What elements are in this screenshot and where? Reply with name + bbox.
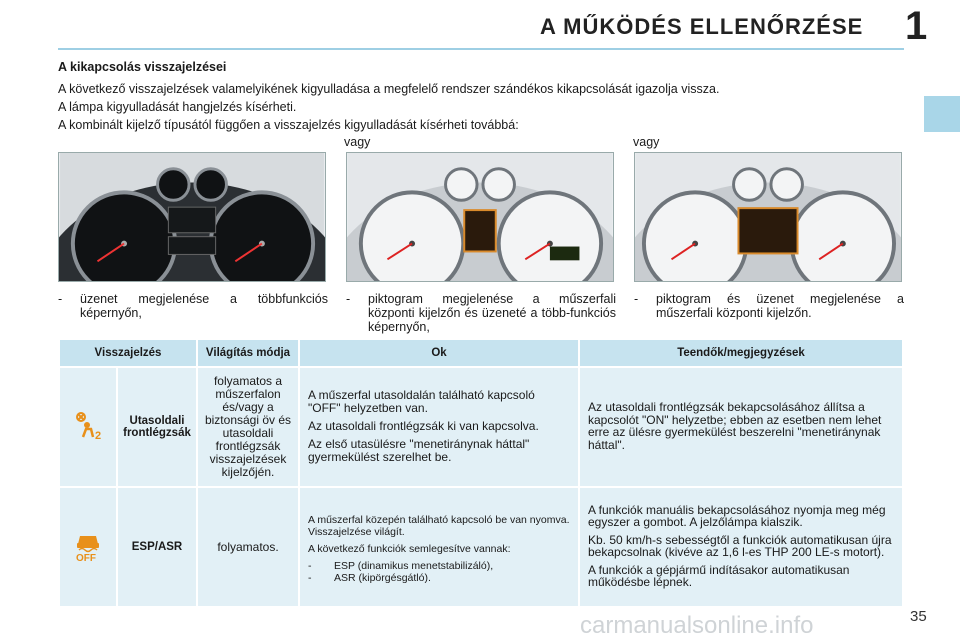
table-row — [60, 488, 902, 606]
page-number: 35 — [910, 608, 927, 625]
airbag-off-icon — [73, 411, 103, 441]
or-label-1: vagy — [344, 135, 371, 149]
icon-cell — [60, 488, 116, 606]
instrument-cluster-image-1 — [58, 152, 326, 282]
warning-lights-table — [58, 338, 904, 608]
table-row — [60, 368, 902, 486]
caption-text: üzenet megjelenése a többfunkciós képernyőn, — [80, 292, 328, 320]
table-header-row — [60, 340, 902, 366]
cause-cell — [300, 488, 578, 606]
notes-cell — [580, 368, 902, 486]
note-text: Az utasoldali frontlégzsák bekapcsolásához állítsa a kapcsolót "ON" helyzetbe; ebben az esetben nem lehet erre az ülésre gyermekülést beszerelni "menetiránynak háttal". — [588, 400, 882, 452]
header-rule — [58, 48, 904, 50]
caption-dash: - — [58, 292, 63, 306]
header-cause: Ok — [300, 340, 578, 366]
cause-text: A műszerfal közepén található kapcsoló be van nyomva. Visszajelzése világít. — [308, 513, 570, 538]
note-text: A funkciók a gépjármű indításakor automatikusan működésbe lépnek. — [588, 562, 850, 589]
intro-paragraph-3: A kombinált kijelző típusától függően a visszajelzés kigyulladását kísérheti továbbá: — [58, 118, 519, 132]
svg-text:2: 2 — [95, 429, 102, 441]
caption-dash: - — [634, 292, 639, 306]
instrument-cluster-image-3 — [634, 152, 902, 282]
lighting-mode: folyamatos a műszerfalon és/vagy a biztonsági öv és utasoldali frontlégzsák visszajelzések kijelzőjén. — [198, 368, 298, 486]
chapter-side-tab — [924, 96, 960, 132]
watermark: carmanualsonline.info — [580, 612, 814, 639]
note-text: Kb. 50 km/h-s sebességtől a funkciók automatikusan újra bekapcsolnak (kivéve az 1,6 l-es THP 200 LE-s motort). — [588, 532, 892, 559]
intro-paragraph-2: A lámpa kigyulladását hangjelzés kísérheti. — [58, 100, 297, 114]
cluster-caption-3 — [634, 292, 904, 320]
note-text: A funkciók manuális bekapcsolásához nyomja meg még egyszer a gombot. A jelzőlámpa kialszik. — [588, 502, 886, 529]
cause-text: Az első utasülésre "menetiránynak háttal" gyermekülést szerelhet be. — [308, 436, 530, 464]
esp-off-icon — [73, 530, 103, 562]
indicator-name: Utasoldali frontlégzsák — [118, 368, 196, 486]
indicator-name: ESP/ASR — [118, 488, 196, 606]
cause-text: A következő funkciók semlegesítve vannak: — [308, 542, 511, 555]
header-indicator: Visszajelzés — [60, 340, 196, 366]
instrument-cluster-image-2 — [346, 152, 614, 282]
notes-cell — [580, 488, 902, 606]
cause-text: Az utasoldali frontlégzsák ki van kapcsolva. — [308, 418, 539, 433]
icon-cell — [60, 368, 116, 486]
list-item: - ESP (dinamikus menetstabilizáló), — [308, 560, 570, 572]
cause-text: A műszerfal utasoldalán található kapcsoló "OFF" helyzetben van. — [308, 387, 535, 415]
page-title: A MŰKÖDÉS ELLENŐRZÉSE — [540, 14, 864, 39]
header-lighting: Világítás módja — [198, 340, 298, 366]
lighting-mode: folyamatos. — [198, 488, 298, 606]
header-notes: Teendők/megjegyzések — [580, 340, 902, 366]
list-item: - ASR (kipörgésgátló). — [308, 572, 570, 584]
cluster-caption-2 — [346, 292, 616, 334]
caption-text: piktogram megjelenése a műszerfali központi kijelzőn és üzeneté a több-funkciós képernyőn, — [368, 292, 616, 334]
caption-dash: - — [346, 292, 351, 306]
chapter-number: 1 — [905, 4, 928, 48]
svg-text:OFF: OFF — [76, 552, 96, 562]
intro-paragraph-1: A következő visszajelzések valamelyikének kigyulladása a megfelelő rendszer szándékos kikapcsolását igazolja vissza. — [58, 82, 720, 96]
or-label-2: vagy — [633, 135, 660, 149]
cluster-caption-1 — [58, 292, 328, 320]
cause-cell — [300, 368, 578, 486]
section-title: A kikapcsolás visszajelzései — [58, 60, 227, 74]
caption-text: piktogram és üzenet megjelenése a műszerfali központi kijelzőn. — [656, 292, 904, 320]
